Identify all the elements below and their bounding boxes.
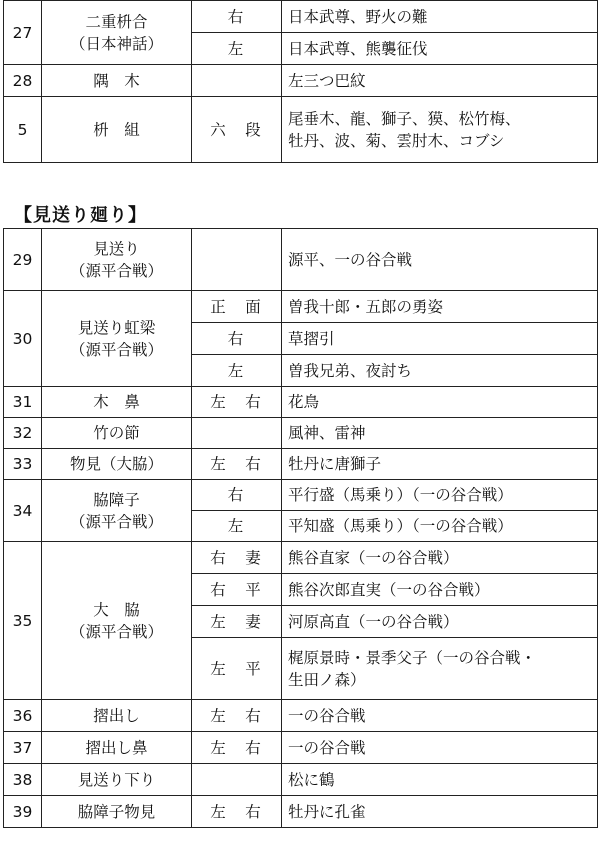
row-number: 31 xyxy=(4,387,42,418)
item-subtitle: （源平合戦） xyxy=(69,340,163,359)
position: 左 xyxy=(192,511,282,542)
position xyxy=(192,229,282,291)
position: 正 面 xyxy=(192,291,282,323)
item-name: 見送り xyxy=(93,239,140,258)
position: 左 右 xyxy=(192,796,282,828)
row-number: 27 xyxy=(4,1,42,65)
description-line: 梶原景時・景季父子（一の谷合戦・ xyxy=(288,648,537,667)
position: 左 妻 xyxy=(192,606,282,638)
row-number: 29 xyxy=(4,229,42,291)
position: 左 右 xyxy=(192,449,282,480)
section-heading: 【見送り廻り】 xyxy=(14,205,147,226)
description: 源平、一の谷合戦 xyxy=(282,229,598,291)
row-number: 36 xyxy=(4,700,42,732)
description-line: 尾垂木、龍、獅子、獏、松竹梅、 xyxy=(288,109,521,128)
row-number: 33 xyxy=(4,449,42,480)
row-number: 32 xyxy=(4,418,42,449)
table-row xyxy=(4,542,598,574)
position: 六 段 xyxy=(192,97,282,163)
position: 右 xyxy=(192,323,282,355)
description: 松に鶴 xyxy=(282,764,598,796)
description: 平知盛（馬乗り）（一の谷合戦） xyxy=(282,511,598,542)
table-row xyxy=(4,732,598,764)
description: 熊谷次郎直実（一の谷合戦） xyxy=(282,574,598,606)
row-number: 34 xyxy=(4,480,42,542)
table-row xyxy=(4,229,598,291)
position: 左 右 xyxy=(192,732,282,764)
item-name-cell xyxy=(42,229,192,291)
item-name: 摺出し鼻 xyxy=(42,732,192,764)
table-row xyxy=(4,764,598,796)
row-number: 35 xyxy=(4,542,42,700)
item-name: 木 鼻 xyxy=(42,387,192,418)
row-number: 28 xyxy=(4,65,42,97)
row-number: 5 xyxy=(4,97,42,163)
table-row xyxy=(4,449,598,480)
position: 右 平 xyxy=(192,574,282,606)
table-row xyxy=(4,387,598,418)
item-name-cell xyxy=(42,291,192,387)
description: 日本武尊、野火の難 xyxy=(282,1,598,33)
table-row xyxy=(4,796,598,828)
description: 熊谷直家（一の谷合戦） xyxy=(282,542,598,574)
table-row xyxy=(4,480,598,511)
item-name: 脇障子 xyxy=(93,490,140,509)
item-name: 大 脇 xyxy=(93,600,140,619)
item-name: 隅 木 xyxy=(42,65,192,97)
item-name: 二重枡合 xyxy=(85,12,148,31)
item-name: 枡 組 xyxy=(42,97,192,163)
description xyxy=(282,638,598,700)
description: 風神、雷神 xyxy=(282,418,598,449)
description: 草摺引 xyxy=(282,323,598,355)
item-name: 脇障子物見 xyxy=(42,796,192,828)
position: 右 xyxy=(192,1,282,33)
table-row xyxy=(4,97,598,163)
item-name: 摺出し xyxy=(42,700,192,732)
table-row xyxy=(4,65,598,97)
description: 牡丹に唐獅子 xyxy=(282,449,598,480)
row-number: 38 xyxy=(4,764,42,796)
item-name: 竹の節 xyxy=(42,418,192,449)
position: 右 xyxy=(192,480,282,511)
item-subtitle: （日本神話） xyxy=(69,34,163,53)
description: 一の谷合戦 xyxy=(282,700,598,732)
row-number: 39 xyxy=(4,796,42,828)
item-name-cell xyxy=(42,1,192,65)
description: 曽我兄弟、夜討ち xyxy=(282,355,598,387)
description: 平行盛（馬乗り）（一の谷合戦） xyxy=(282,480,598,511)
table-row xyxy=(4,418,598,449)
description: 左三つ巴紋 xyxy=(282,65,598,97)
row-number: 37 xyxy=(4,732,42,764)
position: 右 妻 xyxy=(192,542,282,574)
table-row xyxy=(4,1,598,33)
position: 左 xyxy=(192,355,282,387)
description: 日本武尊、熊襲征伐 xyxy=(282,33,598,65)
position xyxy=(192,418,282,449)
position: 左 右 xyxy=(192,387,282,418)
top-table xyxy=(3,0,598,163)
item-name: 見送り下り xyxy=(42,764,192,796)
table-row xyxy=(4,291,598,323)
item-subtitle: （源平合戦） xyxy=(69,512,163,531)
position: 左 平 xyxy=(192,638,282,700)
position: 左 右 xyxy=(192,700,282,732)
table-row xyxy=(4,700,598,732)
description: 花鳥 xyxy=(282,387,598,418)
item-name: 物見（大脇） xyxy=(42,449,192,480)
description: 一の谷合戦 xyxy=(282,732,598,764)
description: 牡丹に孔雀 xyxy=(282,796,598,828)
description: 曽我十郎・五郎の勇姿 xyxy=(282,291,598,323)
position: 左 xyxy=(192,33,282,65)
description: 河原高直（一の谷合戦） xyxy=(282,606,598,638)
description-line: 生田ノ森） xyxy=(288,670,366,689)
item-subtitle: （源平合戦） xyxy=(69,622,163,641)
row-number: 30 xyxy=(4,291,42,387)
description-line: 牡丹、波、菊、雲肘木、コブシ xyxy=(288,131,505,150)
item-subtitle: （源平合戦） xyxy=(69,261,163,280)
main-table xyxy=(3,228,598,828)
item-name: 見送り虹梁 xyxy=(77,318,156,337)
position xyxy=(192,65,282,97)
item-name-cell xyxy=(42,480,192,542)
position xyxy=(192,764,282,796)
item-name-cell xyxy=(42,542,192,700)
description xyxy=(282,97,598,163)
